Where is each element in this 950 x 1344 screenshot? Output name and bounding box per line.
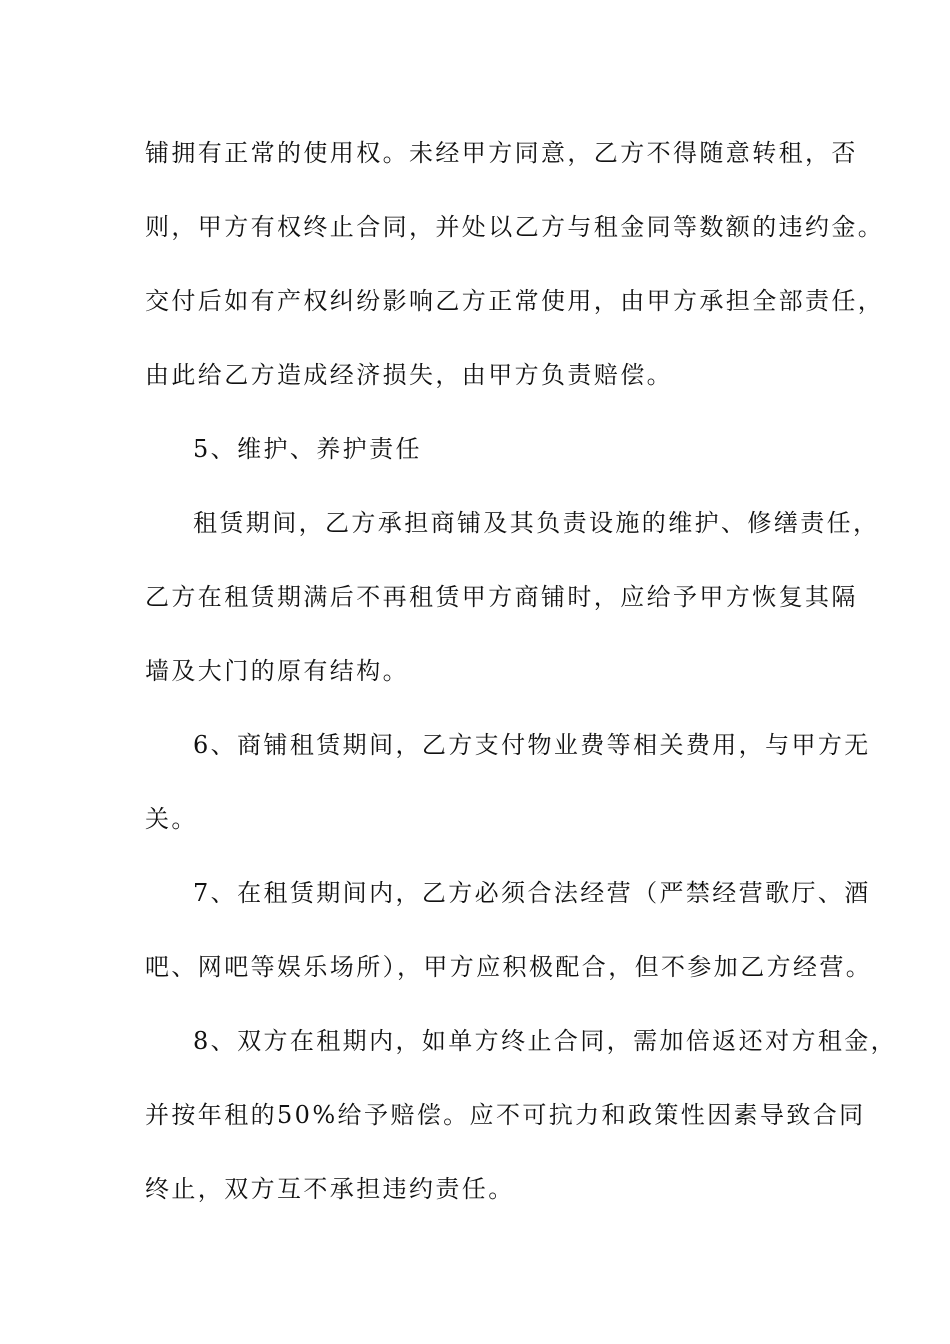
section-heading: 5、维护、养护责任 (193, 435, 422, 463)
text-line: 8、双方在租期内，如单方终止合同，需加倍返还对方租金， (193, 1027, 898, 1055)
text-line: 7、在租赁期间内，乙方必须合法经营（严禁经营歌厅、酒 (193, 879, 871, 907)
text-line: 终止，双方互不承担违约责任。 (145, 1175, 515, 1203)
text-line: 由此给乙方造成经济损失，由甲方负责赔偿。 (145, 361, 673, 389)
text-line: 6、商铺租赁期间，乙方支付物业费等相关费用，与甲方无 (193, 731, 871, 759)
text-line: 并按年租的50%给予赔偿。应不可抗力和政策性因素导致合同 (145, 1101, 866, 1129)
text-line: 则，甲方有权终止合同，并处以乙方与租金同等数额的违约金。 (145, 213, 885, 241)
text-line: 交付后如有产权纠纷影响乙方正常使用，由甲方承担全部责任， (145, 287, 885, 315)
text-line: 租赁期间，乙方承担商铺及其负责设施的维护、修缮责任， (193, 509, 880, 537)
text-line: 乙方在租赁期满后不再租赁甲方商铺时，应给予甲方恢复其隔 (145, 583, 858, 611)
text-line: 吧、网吧等娱乐场所），甲方应积极配合，但不参加乙方经营。 (145, 953, 873, 981)
text-line: 关。 (145, 805, 198, 833)
text-line: 墙及大门的原有结构。 (145, 657, 409, 685)
text-line: 铺拥有正常的使用权。未经甲方同意，乙方不得随意转租，否 (145, 139, 858, 167)
